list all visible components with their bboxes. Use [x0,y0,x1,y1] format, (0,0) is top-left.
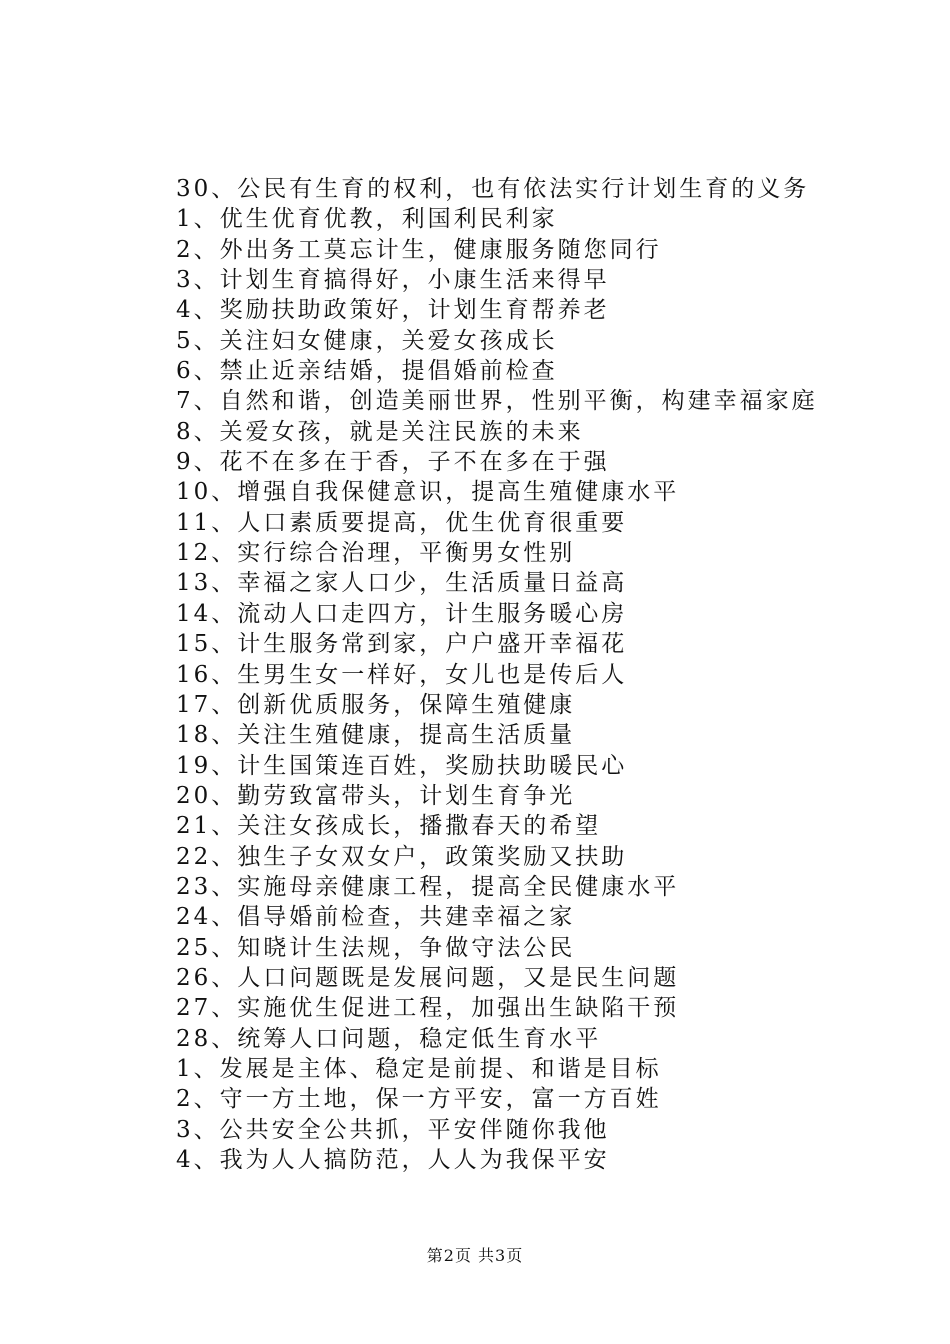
slogan-line: 15、计生服务常到家，户户盛开幸福花 [176,631,628,658]
slogan-line: 13、幸福之家人口少，生活质量日益高 [176,570,628,597]
page-footer: 第2页 共3页 [426,1246,524,1265]
slogan-line: 24、倡导婚前检查，共建幸福之家 [176,904,576,931]
slogan-line: 5、关注妇女健康，关爱女孩成长 [176,327,558,354]
slogan-line: 25、知晓计生法规，争做守法公民 [176,934,576,961]
slogan-line: 8、关爱女孩，就是关注民族的未来 [176,418,584,445]
slogan-line: 18、关注生殖健康，提高生活质量 [176,722,576,749]
slogan-line: 9、花不在多在于香，子不在多在于强 [176,449,610,476]
slogan-line: 17、创新优质服务，保障生殖健康 [176,691,576,718]
slogan-line: 28、统筹人口问题，稳定低生育水平 [176,1025,602,1052]
slogan-line: 14、流动人口走四方，计生服务暖心房 [176,600,628,627]
slogan-line: 27、实施优生促进工程，加强出生缺陷干预 [176,995,680,1022]
slogan-line: 7、自然和谐，创造美丽世界，性别平衡，构建幸福家庭 [176,388,818,415]
slogan-line: 3、公共安全公共抓，平安伴随你我他 [176,1116,610,1143]
slogan-line: 21、关注女孩成长，播撒春天的希望 [176,813,602,840]
slogan-line: 12、实行综合治理，平衡男女性别 [176,540,576,567]
slogan-line: 4、奖励扶助政策好，计划生育帮养老 [176,297,610,324]
slogan-line: 20、勤劳致富带头，计划生育争光 [176,782,576,809]
slogan-line: 26、人口问题既是发展问题，又是民生问题 [176,964,680,991]
slogan-line: 6、禁止近亲结婚，提倡婚前检查 [176,358,558,385]
slogan-line: 19、计生国策连百姓，奖励扶助暖民心 [176,752,628,779]
slogan-line: 1、发展是主体、稳定是前提、和谐是目标 [176,1055,662,1082]
slogan-line: 10、增强自我保健意识，提高生殖健康水平 [176,479,680,506]
slogan-line: 2、外出务工莫忘计生，健康服务随您同行 [176,236,662,263]
slogan-line: 2、守一方土地，保一方平安，富一方百姓 [176,1086,662,1113]
slogan-line: 22、独生子女双女户，政策奖励又扶助 [176,843,628,870]
slogan-line: 30、公民有生育的权利，也有依法实行计划生育的义务 [176,176,810,202]
slogan-line: 3、计划生育搞得好，小康生活来得早 [176,267,610,294]
slogan-line: 11、人口素质要提高，优生优育很重要 [176,509,628,536]
slogan-list [176,174,818,1175]
slogan-line: 4、我为人人搞防范，人人为我保平安 [176,1147,610,1173]
slogan-line: 23、实施母亲健康工程，提高全民健康水平 [176,873,680,900]
slogan-line: 1、优生优育优教，利国利民利家 [176,206,558,233]
slogan-line: 16、生男生女一样好，女儿也是传后人 [176,661,628,688]
